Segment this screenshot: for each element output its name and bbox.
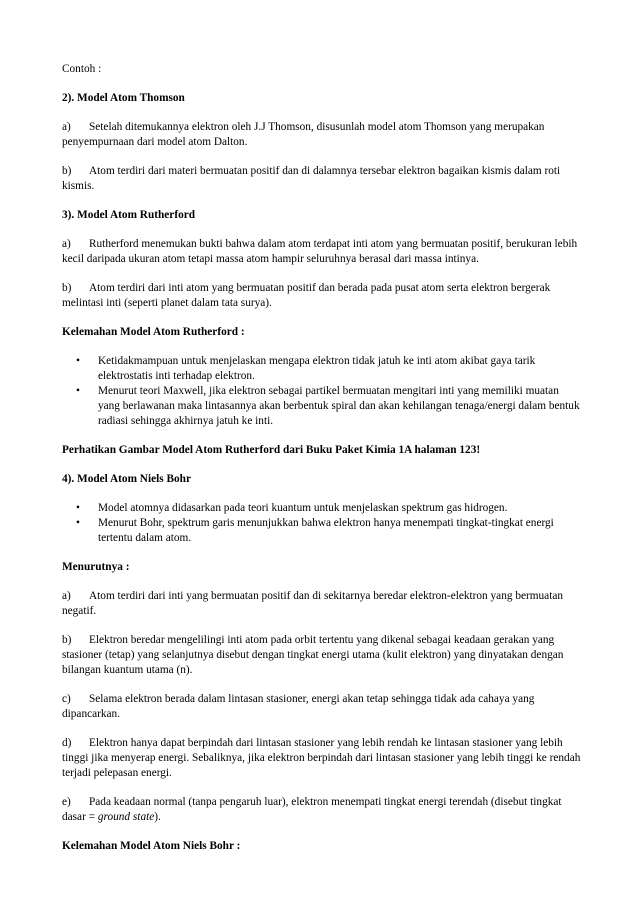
thomson-heading: 2). Model Atom Thomson — [62, 92, 185, 104]
bohr-point-c — [62, 692, 582, 722]
rutherford-weakness-2: Menurut teori Maxwell, jika elektron sebagai partikel bermuatan mengitari inti yang memiliki muatan yang berlawanan maka lintasannya akan berbentuk spiral dan akan kehilangan tenaga/energi dalam bentuk radiasi sehingga akhirnya jatuh ke inti. — [98, 385, 580, 427]
bohr-point-b — [62, 633, 582, 678]
bohr-heading: 4). Model Atom Niels Bohr — [62, 473, 191, 485]
bullet-icon: • — [76, 517, 80, 529]
thomson-point-a — [62, 120, 582, 150]
bohr-a-text: Atom terdiri dari inti yang bermuatan positif dan di sekitarnya beredar elektron-elektron yang bermuatan negatif. — [62, 590, 563, 617]
bohr-b-text: Elektron beredar mengelilingi inti atom pada orbit tertentu yang dikenal sebagai keadaan gerakan yang stasioner (tetap) yang selanjutnya disebut dengan tingkat energi utama (kulit elektron) yang dinyatakan dengan bilangan kuantum utama (n). — [62, 634, 564, 676]
bohr-bullet-list — [62, 501, 582, 546]
ground-state-term: ground state — [97, 811, 155, 823]
thomson-a-text: Setelah ditemukannya elektron oleh J.J Thomson, disusunlah model atom Thomson yang merupakan penyempurnaan dari model atom Dalton. — [62, 121, 545, 148]
bullet-icon: • — [76, 502, 80, 514]
bohr-point-a — [62, 589, 582, 619]
rutherford-heading: 3). Model Atom Rutherford — [62, 209, 196, 221]
menurutnya-heading: Menurutnya : — [62, 561, 130, 573]
bohr-e-text: Pada keadaan normal (tanpa pengaruh luar), elektron menempati tingkat energi terendah (disebut tingkat dasar = — [62, 796, 562, 823]
bohr-point-e — [62, 795, 582, 825]
bohr-d-label: d) — [62, 737, 72, 749]
rutherford-b-text: Atom terdiri dari inti atom yang bermuatan positif dan berada pada pusat atom serta elektron bergerak melintasi inti (seperti planet dalam tata surya). — [62, 282, 551, 309]
rutherford-b-label: b) — [62, 282, 72, 294]
rutherford-a-label: a) — [62, 238, 71, 250]
bohr-point-d — [62, 736, 582, 781]
bohr-weakness-heading: Kelemahan Model Atom Niels Bohr : — [62, 840, 241, 852]
thomson-b-text: Atom terdiri dari materi bermuatan positif dan di dalamnya tersebar elektron bagaikan kismis dalam roti kismis. — [62, 165, 561, 192]
rutherford-weakness-list — [62, 354, 582, 429]
bullet-icon: • — [76, 355, 80, 367]
bohr-bullet-2: Menurut Bohr, spektrum garis menunjukkan bahwa elektron hanya menempati tingkat-tingkat energi tertentu dalam atom. — [98, 517, 554, 544]
bohr-e-label: e) — [62, 796, 71, 808]
thomson-a-label: a) — [62, 121, 71, 133]
list-item — [76, 501, 582, 516]
rutherford-a-text: Rutherford menemukan bukti bahwa dalam atom terdapat inti atom yang bermuatan positif, berukuran lebih kecil daripada ukuran atom tetapi massa atom hampir seluruhnya berasal dari massa intinya. — [62, 238, 578, 265]
thomson-b-label: b) — [62, 165, 72, 177]
rutherford-weakness-heading: Kelemahan Model Atom Rutherford : — [62, 326, 245, 338]
bullet-icon: • — [76, 385, 80, 397]
rutherford-point-b — [62, 281, 582, 311]
rutherford-weakness-1: Ketidakmampuan untuk menjelaskan mengapa elektron tidak jatuh ke inti atom akibat gaya tarik elektrostatis inti terhadap elektron. — [98, 355, 536, 382]
bohr-b-label: b) — [62, 634, 72, 646]
list-item — [76, 384, 582, 429]
bohr-c-text: Selama elektron berada dalam lintasan stasioner, energi akan tetap sehingga tidak ada cahaya yang dipancarkan. — [62, 693, 535, 720]
bohr-e-text-end: ). — [154, 811, 161, 823]
contoh-label: Contoh : — [62, 63, 102, 75]
rutherford-note: Perhatikan Gambar Model Atom Rutherford dari Buku Paket Kimia 1A halaman 123! — [62, 444, 481, 456]
bohr-c-label: c) — [62, 693, 71, 705]
thomson-point-b — [62, 164, 582, 194]
document-page — [62, 62, 582, 854]
rutherford-point-a — [62, 237, 582, 267]
list-item — [76, 354, 582, 384]
bohr-d-text: Elektron hanya dapat berpindah dari lintasan stasioner yang lebih rendah ke lintasan stasioner yang lebih tinggi jika menyerap energi. Sebaliknya, jika elektron berpindah dari lintasan stasioner yang lebih tinggi ke rendah terjadi pelepasan energi. — [62, 737, 581, 779]
bohr-a-label: a) — [62, 590, 71, 602]
list-item — [76, 516, 582, 546]
bohr-bullet-1: Model atomnya didasarkan pada teori kuantum untuk menjelaskan spektrum gas hidrogen. — [98, 502, 508, 514]
